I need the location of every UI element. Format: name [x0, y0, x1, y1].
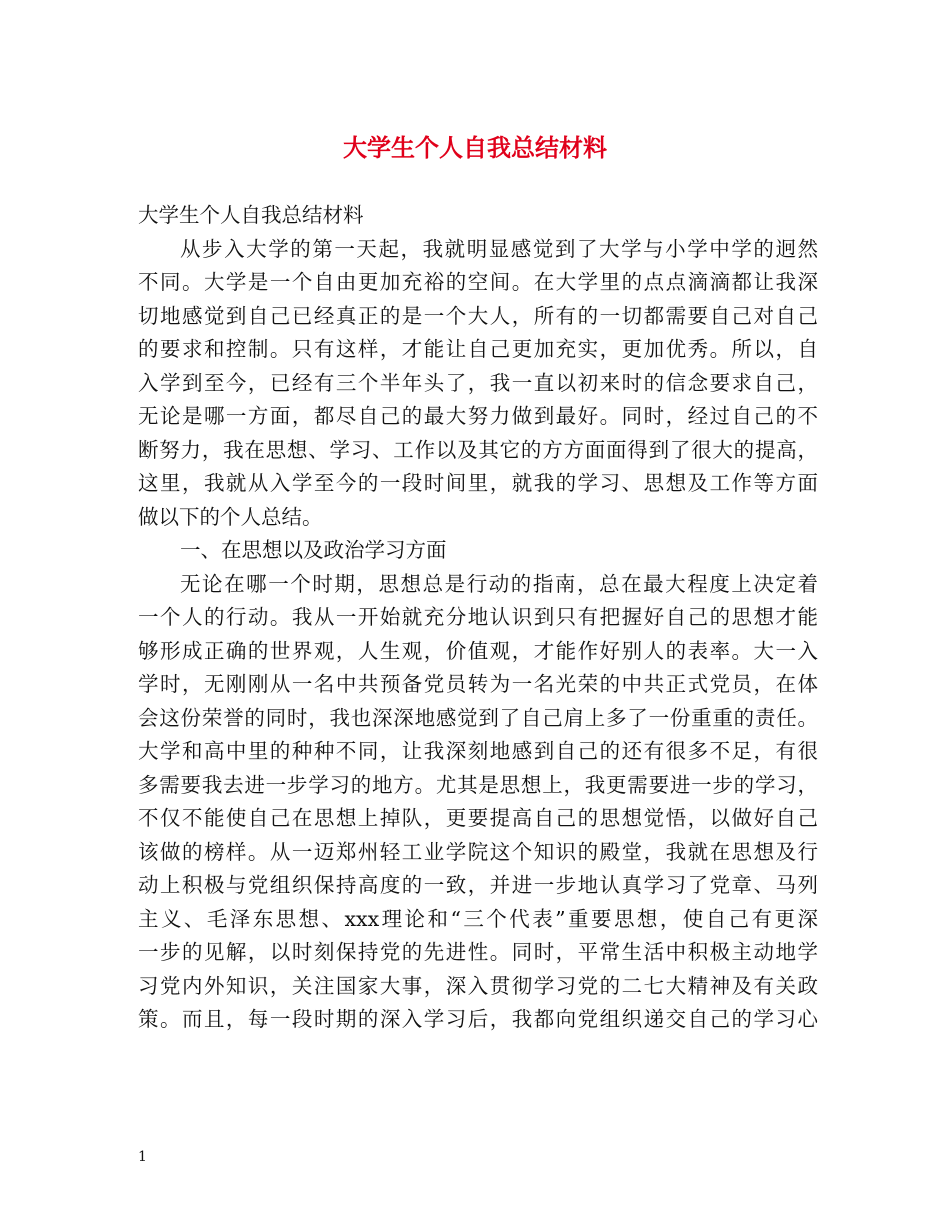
- body-line: 大学和高中里的种种不同，让我深刻地感到自己的还有很多不足，有很: [138, 739, 818, 763]
- body-line: 动上积极与党组织保持高度的一致，并进一步地认真学习了党章、马列: [138, 873, 818, 897]
- body-line: 从步入大学的第一天起，我就明显感觉到了大学与小学中学的迥然: [180, 236, 818, 261]
- body-line: 多需要我去进一步学习的地方。尤其是思想上，我更需要进一步的学习，: [138, 772, 818, 797]
- body-line: 入学到至今，已经有三个半年头了，我一直以初来时的信念要求自己，: [138, 370, 818, 395]
- section-heading: 一、在思想以及政治学习方面: [180, 538, 447, 562]
- body-line: 无论是哪一方面，都尽自己的最大努力做到最好。同时，经过自己的不: [138, 404, 818, 428]
- body-line: 主义、毛泽东思想、xxx理论和“三个代表”重要思想，使自己有更深: [138, 906, 818, 931]
- document-title: 大学生个人自我总结材料: [343, 133, 607, 162]
- body-line: 的要求和控制。只有这样，才能让自己更加充实，更加优秀。所以，自: [138, 337, 818, 361]
- body-line: 该做的榜样。从一迈郑州轻工业学院这个知识的殿堂，我就在思想及行: [138, 839, 818, 864]
- page-number: 1: [138, 1149, 147, 1165]
- body-line: 一个人的行动。我从一开始就充分地认识到只有把握好自己的思想才能: [138, 605, 818, 629]
- body-line: 不同。大学是一个自由更加充裕的空间。在大学里的点点滴滴都让我深: [138, 270, 818, 294]
- body-line: 会这份荣誉的同时，我也深深地感觉到了自己肩上多了一份重重的责任。: [138, 705, 818, 730]
- body-line: 够形成正确的世界观，人生观，价值观，才能作好别人的表率。大一入: [138, 638, 818, 663]
- body-line: 做以下的个人总结。: [138, 504, 323, 529]
- body-line: 断努力，我在思想、学习、工作以及其它的方方面面得到了很大的提高，: [138, 437, 818, 462]
- body-line: 这里，我就从入学至今的一段时间里，就我的学习、思想及工作等方面: [138, 471, 818, 495]
- body-line: 习党内外知识，关注国家大事，深入贯彻学习党的二七大精神及有关政: [138, 973, 818, 998]
- body-line: 无论在哪一个时期，思想总是行动的指南，总在最大程度上决定着: [180, 571, 818, 596]
- body-line: 一步的见解，以时刻保持党的先进性。同时，平常生活中积极主动地学: [138, 940, 818, 964]
- body-line: 策。而且，每一段时期的深入学习后，我都向党组织递交自己的学习心: [138, 1007, 818, 1031]
- body-line: 学时，无刚刚从一名中共预备党员转为一名光荣的中共正式党员，在体: [138, 672, 818, 696]
- body-line: 不仅不能使自己在思想上掉队，更要提高自己的思想觉悟，以做好自己: [138, 806, 818, 830]
- body-line: 大学生个人自我总结材料: [138, 203, 364, 227]
- body-line: 切地感觉到自己已经真正的是一个大人，所有的一切都需要自己对自己: [138, 303, 818, 328]
- document-body: [138, 199, 818, 1037]
